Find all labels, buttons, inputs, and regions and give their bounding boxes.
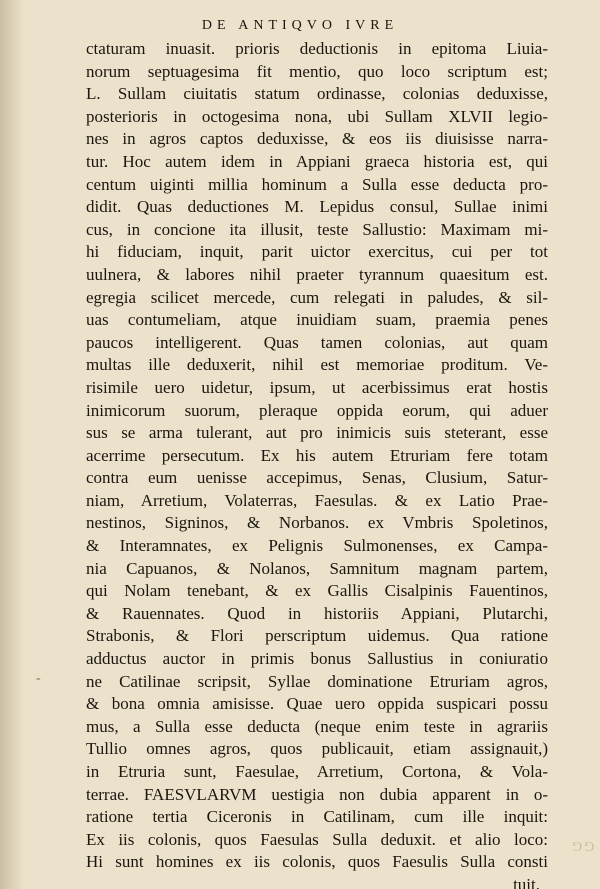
- text-line: hi fiduciam, inquit, parit uictor exercitus, cui per tot: [86, 242, 548, 262]
- running-head: DE ANTIQVO IVRE: [201, 18, 399, 33]
- show-through-text: GG: [569, 838, 594, 853]
- text-line: posterioris in octogesima nona, ubi Sullam XLVII legio-: [86, 106, 548, 126]
- text-line: & Interamnates, ex Pelignis Sulmonenses, ex Campa-: [86, 536, 548, 556]
- text-line: nia Capuanos, & Nolanos, Samnitum magnam partem,: [86, 558, 548, 578]
- text-line: Hi sunt homines ex iis colonis, quos Faesulis Sulla consti: [86, 852, 548, 872]
- text-line: egregia scilicet mercede, cum relegati in paludes, & sil-: [86, 287, 548, 307]
- margin-mark: -: [36, 671, 41, 686]
- text-line: in Etruria sunt, Faesulae, Arretium, Cortona, & Vola-: [86, 762, 548, 781]
- text-line: ctaturam inuasit. prioris deductionis in epitoma Liuia-: [86, 39, 548, 58]
- text-line: Ex iis colonis, quos Faesulas Sulla deduxit. et alio loco:: [86, 829, 548, 849]
- text-line: L. Sullam ciuitatis statum ordinasse, colonias deduxisse,: [86, 84, 548, 104]
- text-line: Strabonis, & Flori perscriptum uidemus. Qua ratione: [86, 626, 548, 646]
- text-line: cus, in concione ita illusit, teste Sallustio: Maximam mi-: [86, 219, 548, 239]
- text-line: niam, Arretium, Volaterras, Faesulas. & ex Latio Prae-: [86, 490, 548, 510]
- text-line: acerrime persecutum. Ex his autem Etruriam fere totam: [86, 445, 548, 465]
- text-line: inimicorum suorum, pleraque oppida eorum, qui aduer: [86, 400, 548, 420]
- text-line: uas contumeliam, atque inuidiam suam, praemia penes: [86, 310, 548, 330]
- text-line: mus, a Sulla esse deducta (neque enim teste in agrariis: [86, 716, 548, 736]
- text-line: ne Catilinae scripsit, Syllae dominatione Etruriam agros,: [86, 671, 548, 691]
- text-line: sus se arma tulerant, aut pro inimicis suis steterant, esse: [86, 423, 548, 443]
- text-line: contra eum uenisse accepimus, Senas, Clusium, Satur-: [86, 468, 548, 488]
- text-line: uulnera, & labores nihil praeter tyrannum quaesitum est.: [86, 264, 548, 284]
- text-line: terrae. FAESVLARVM uestigia non dubia apparent in o-: [86, 784, 548, 804]
- text-line: norum septuagesima fit mentio, quo loco scriptum est;: [86, 61, 548, 81]
- text-line: risimile uero uidetur, ipsum, ut acerbissimus erat hostis: [86, 377, 548, 397]
- text-line: Tullio omnes agros, quos publicauit, etiam assignauit,): [86, 739, 548, 759]
- text-line: tur. Hoc autem idem in Appiani graeca historia est, qui: [86, 151, 548, 171]
- text-line: qui Nolam tenebant, & ex Gallis Cisalpinis Fauentinos,: [86, 581, 548, 601]
- text-line: & Rauennates. Quod in historiis Appiani, Plutarchi,: [86, 603, 548, 623]
- text-line: paucos intelligerent. Quas tamen colonias, aut quam: [86, 332, 548, 352]
- text-line: tuit.: [513, 874, 540, 889]
- body-text: [86, 38, 548, 889]
- text-line: nestinos, Signinos, & Norbanos. ex Vmbris Spoletinos,: [86, 513, 548, 533]
- text-line: ratione tertia Ciceronis in Catilinam, cum ille inquit:: [86, 807, 548, 827]
- text-line: adductus auctor in primis bonus Sallustius in coniuratio: [86, 649, 548, 669]
- text-line: multas ille deduxerit, nihil est memoriae proditum. Ve-: [86, 355, 548, 375]
- text-line: didit. Quas deductiones M. Lepidus consul, Sullae inimi: [86, 197, 548, 217]
- text-line: nes in agros captos deduxisse, & eos iis diuisisse narra-: [86, 129, 548, 149]
- text-line: centum uiginti millia hominum a Sulla esse deducta pro-: [86, 174, 548, 194]
- text-line: & bona omnia amisisse. Quae uero oppida suspicari possu: [86, 694, 548, 714]
